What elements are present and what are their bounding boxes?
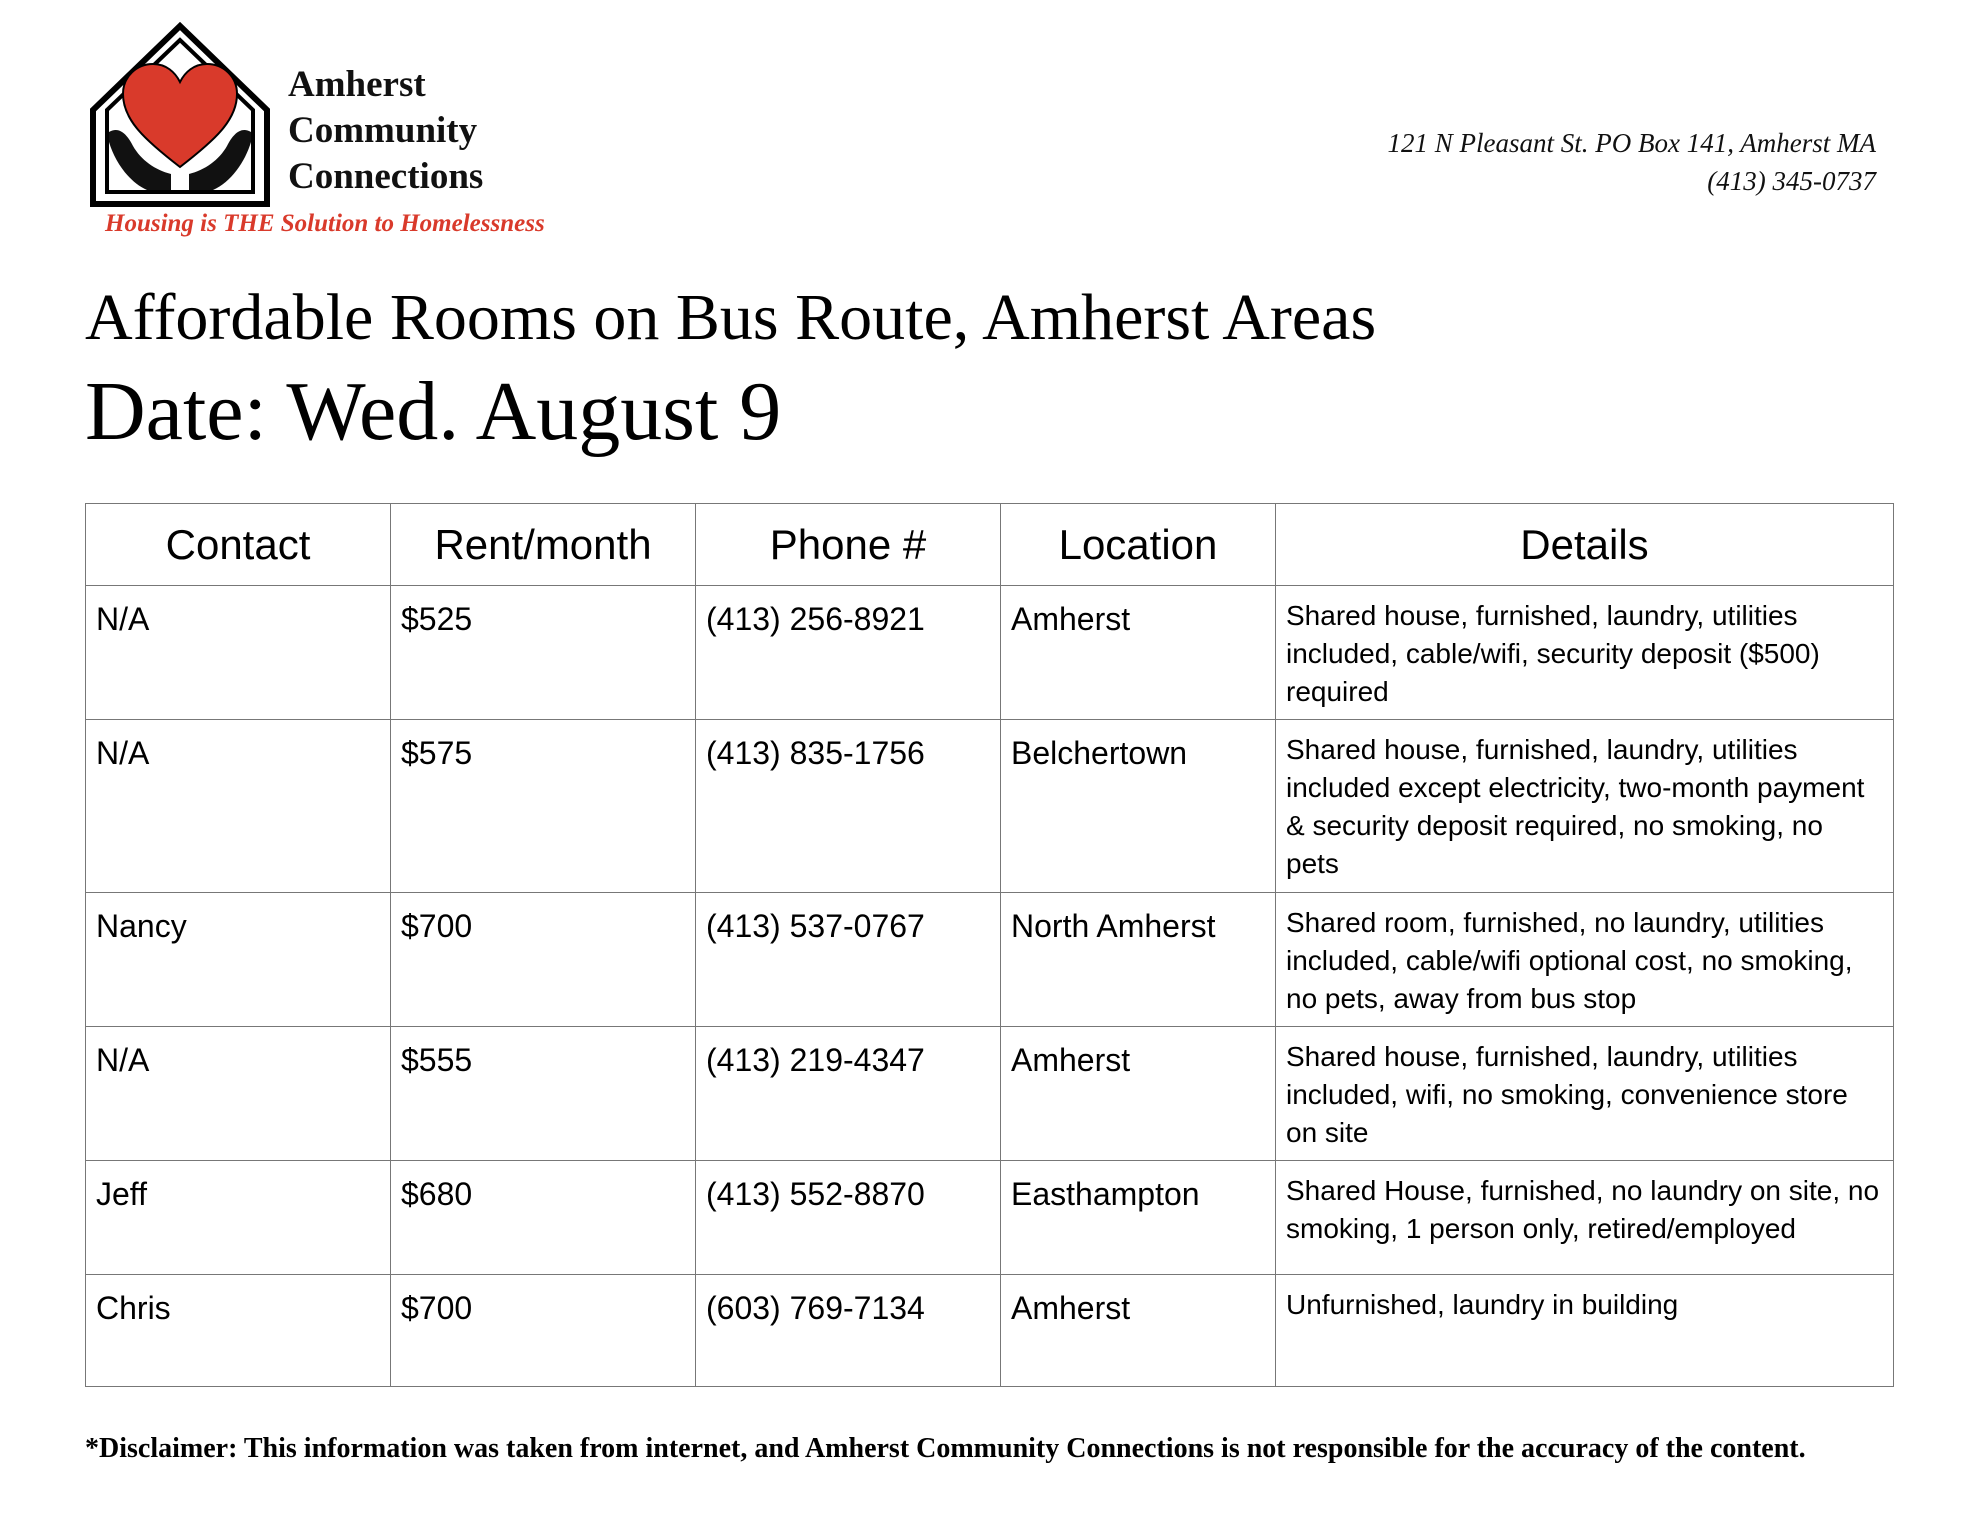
page-title: Affordable Rooms on Bus Route, Amherst Areas: [85, 281, 1377, 354]
cell-phone: (413) 835-1756: [696, 720, 1001, 893]
cell-details: Shared House, furnished, no laundry on site, no smoking, 1 person only, retired/employed: [1276, 1161, 1894, 1275]
org-name-line: Amherst: [288, 64, 426, 105]
cell-phone: (603) 769-7134: [696, 1275, 1001, 1387]
cell-rent: $575: [391, 720, 696, 893]
cell-contact: Chris: [86, 1275, 391, 1387]
address-line: 121 N Pleasant St. PO Box 141, Amherst MA: [1387, 128, 1876, 158]
tagline: Housing is THE Solution to Homelessness: [105, 210, 545, 237]
cell-phone: (413) 552-8870: [696, 1161, 1001, 1275]
page-date: Date: Wed. August 9: [85, 365, 782, 458]
cell-location: Easthampton: [1001, 1161, 1276, 1275]
cell-location: Amherst: [1001, 1275, 1276, 1387]
column-header-location: Location: [1001, 504, 1276, 586]
column-header-phone: Phone #: [696, 504, 1001, 586]
cell-rent: $700: [391, 893, 696, 1027]
table-row: [86, 1275, 1894, 1387]
cell-contact: Nancy: [86, 893, 391, 1027]
cell-location: North Amherst: [1001, 893, 1276, 1027]
org-logo: [85, 22, 615, 247]
org-name-line: Connections: [288, 156, 484, 197]
cell-details: Unfurnished, laundry in building: [1276, 1275, 1894, 1387]
table-row: [86, 586, 1894, 720]
cell-rent: $525: [391, 586, 696, 720]
phone-line: (413) 345-0737: [1707, 166, 1876, 196]
cell-details: Shared house, furnished, laundry, utilities included, cable/wifi, security deposit ($500) required: [1276, 586, 1894, 720]
cell-rent: $680: [391, 1161, 696, 1275]
org-name: [288, 62, 483, 200]
contact-address-block: [1388, 124, 1876, 200]
cell-details: Shared room, furnished, no laundry, utilities included, cable/wifi optional cost, no smoking, no pets, away from bus stop: [1276, 893, 1894, 1027]
cell-contact: N/A: [86, 586, 391, 720]
cell-phone: (413) 537-0767: [696, 893, 1001, 1027]
cell-contact: N/A: [86, 720, 391, 893]
org-name-line: Community: [288, 110, 478, 151]
listings-table: [85, 503, 1894, 1387]
column-header-details: Details: [1276, 504, 1894, 586]
cell-phone: (413) 256-8921: [696, 586, 1001, 720]
cell-details: Shared house, furnished, laundry, utilities included, wifi, no smoking, convenience store on site: [1276, 1027, 1894, 1161]
cell-contact: Jeff: [86, 1161, 391, 1275]
house-heart-hands-icon: [85, 22, 275, 207]
cell-rent: $555: [391, 1027, 696, 1161]
cell-rent: $700: [391, 1275, 696, 1387]
cell-location: Belchertown: [1001, 720, 1276, 893]
column-header-rent: Rent/month: [391, 504, 696, 586]
cell-contact: N/A: [86, 1027, 391, 1161]
table-row: [86, 893, 1894, 1027]
cell-details: Shared house, furnished, laundry, utilities included except electricity, two-month payment & security deposit required, no smoking, no pets: [1276, 720, 1894, 893]
table-row: [86, 1161, 1894, 1275]
table-row: [86, 720, 1894, 893]
cell-location: Amherst: [1001, 586, 1276, 720]
disclaimer: *Disclaimer: This information was taken from internet, and Amherst Community Connections is not responsible for the accuracy of the content.: [85, 1433, 1806, 1464]
cell-phone: (413) 219-4347: [696, 1027, 1001, 1161]
cell-location: Amherst: [1001, 1027, 1276, 1161]
table-header-row: [86, 504, 1894, 586]
table-row: [86, 1027, 1894, 1161]
column-header-contact: Contact: [86, 504, 391, 586]
